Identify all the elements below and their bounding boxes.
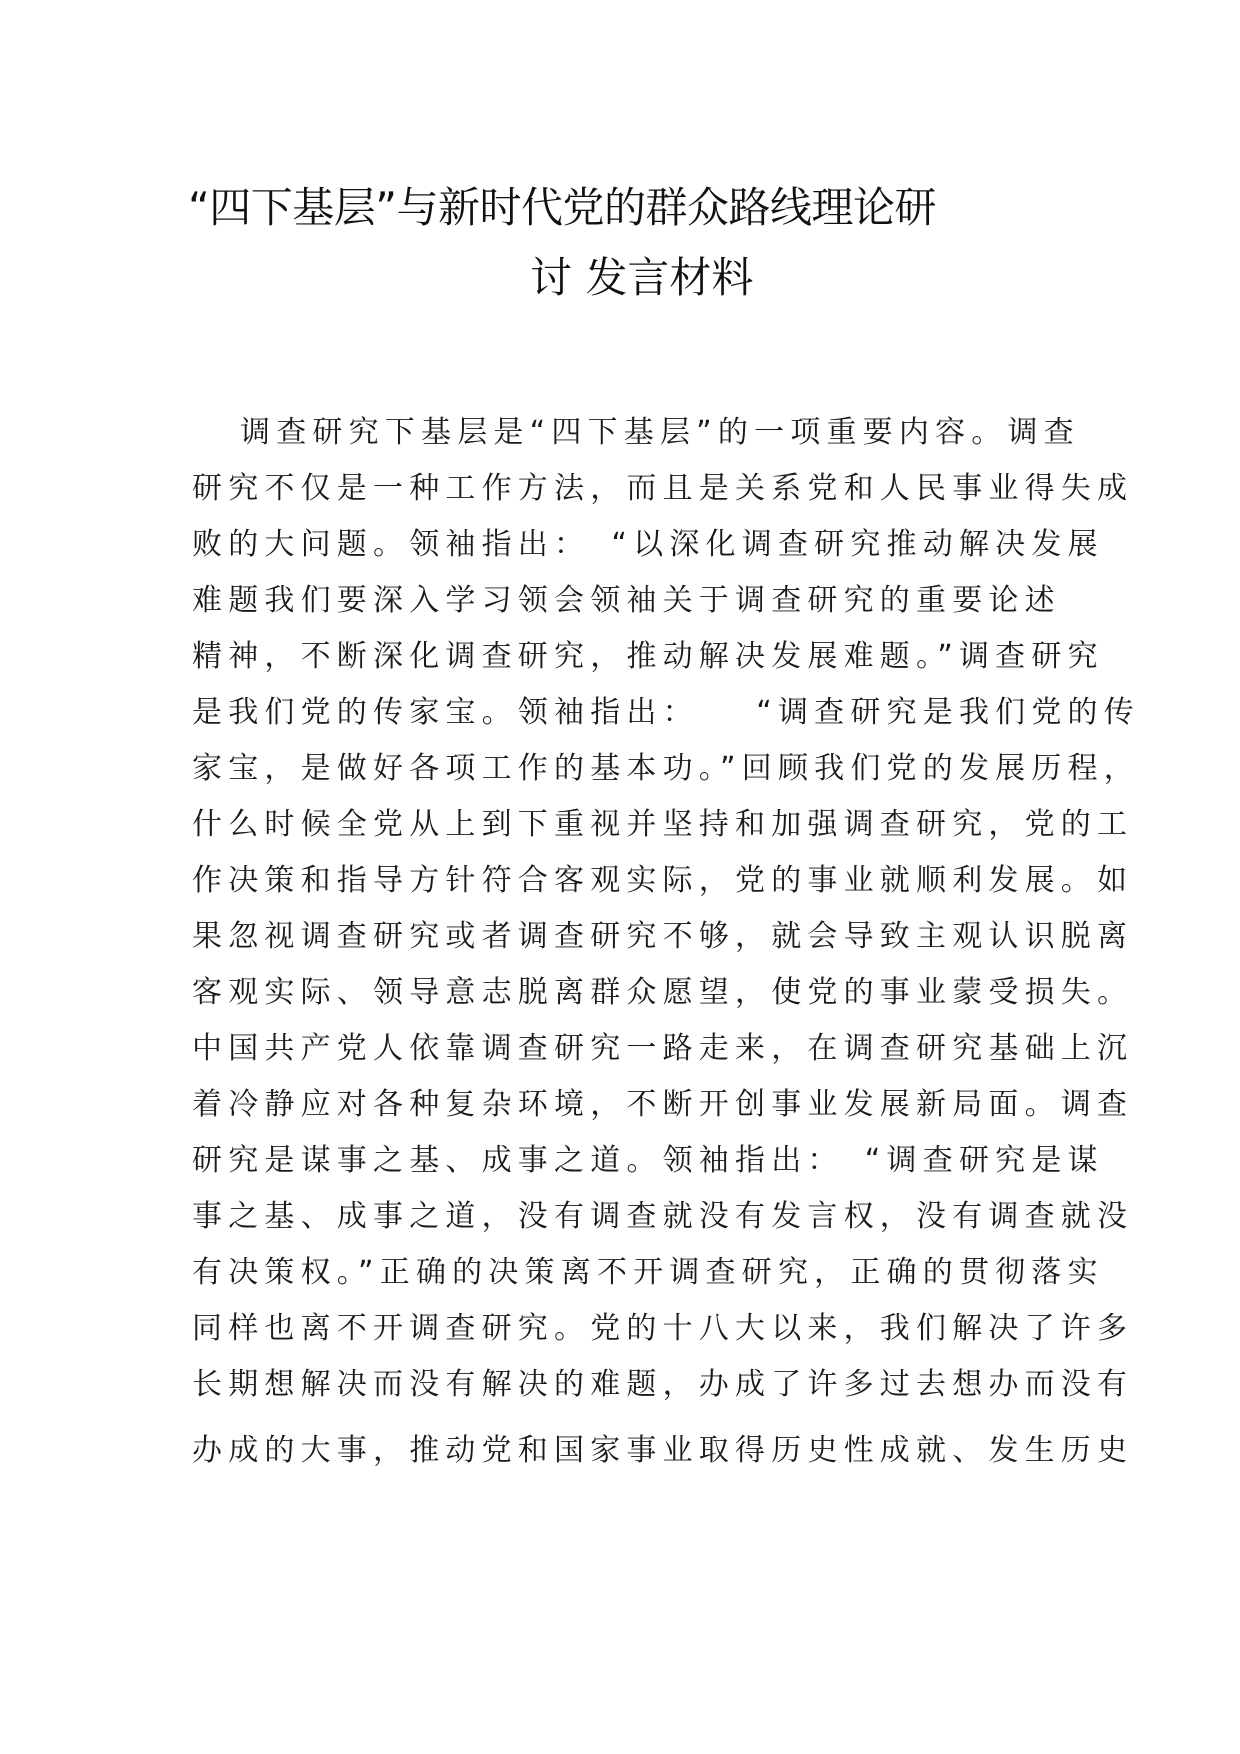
body-line: 败的大问题。领袖指出： “以深化调查研究推动解决发展: [192, 527, 1104, 562]
document-title-line-2: 讨 发言材料: [530, 253, 754, 302]
body-line: 难题我们要深入学习领会领袖关于调查研究的重要论述: [192, 583, 1061, 618]
body-line: 着冷静应对各种复杂环境，不断开创事业发展新局面。调查: [192, 1087, 1134, 1122]
body-line: 事之基、成事之道，没有调查就没有发言权，没有调查就没: [192, 1199, 1134, 1234]
body-line: 作决策和指导方针符合客观实际，党的事业就顺利发展。如: [192, 863, 1134, 898]
body-line: 同样也离不开调查研究。党的十八大以来，我们解决了许多: [192, 1311, 1134, 1346]
body-line: 果忽视调查研究或者调查研究不够，就会导致主观认识脱离: [192, 919, 1134, 954]
body-line: 调查研究下基层是“四下基层”的一项重要内容。调查: [240, 415, 1080, 450]
body-line: 中国共产党人依靠调查研究一路走来，在调查研究基础上沉: [192, 1031, 1134, 1066]
document-body: [192, 405, 1140, 1479]
body-line: 有决策权。”正确的决策离不开调查研究，正确的贯彻落实: [192, 1255, 1104, 1290]
body-line: 研究是谋事之基、成事之道。领袖指出： “调查研究是谋: [192, 1143, 1104, 1178]
body-line: 精神，不断深化调查研究，推动解决发展难题。”调查研究: [192, 639, 1104, 674]
body-line: 研究不仅是一种工作方法，而且是关系党和人民事业得失成: [192, 471, 1134, 506]
body-line: 客观实际、领导意志脱离群众愿望，使党的事业蒙受损失。: [192, 975, 1134, 1010]
body-line: 是我们党的传家宝。领袖指出： “调查研究是我们党的传: [192, 695, 1140, 730]
body-line: 什么时候全党从上到下重视并坚持和加强调查研究，党的工: [192, 807, 1134, 842]
body-line: 家宝，是做好各项工作的基本功。”回顾我们党的发展历程，: [192, 751, 1140, 786]
body-line: 长期想解决而没有解决的难题，办成了许多过去想办而没有: [192, 1367, 1134, 1402]
body-line: 办成的大事，推动党和国家事业取得历史性成就、发生历史: [192, 1433, 1134, 1468]
document-title-line-1: “四下基层”与新时代党的群众路线理论研: [188, 183, 937, 232]
